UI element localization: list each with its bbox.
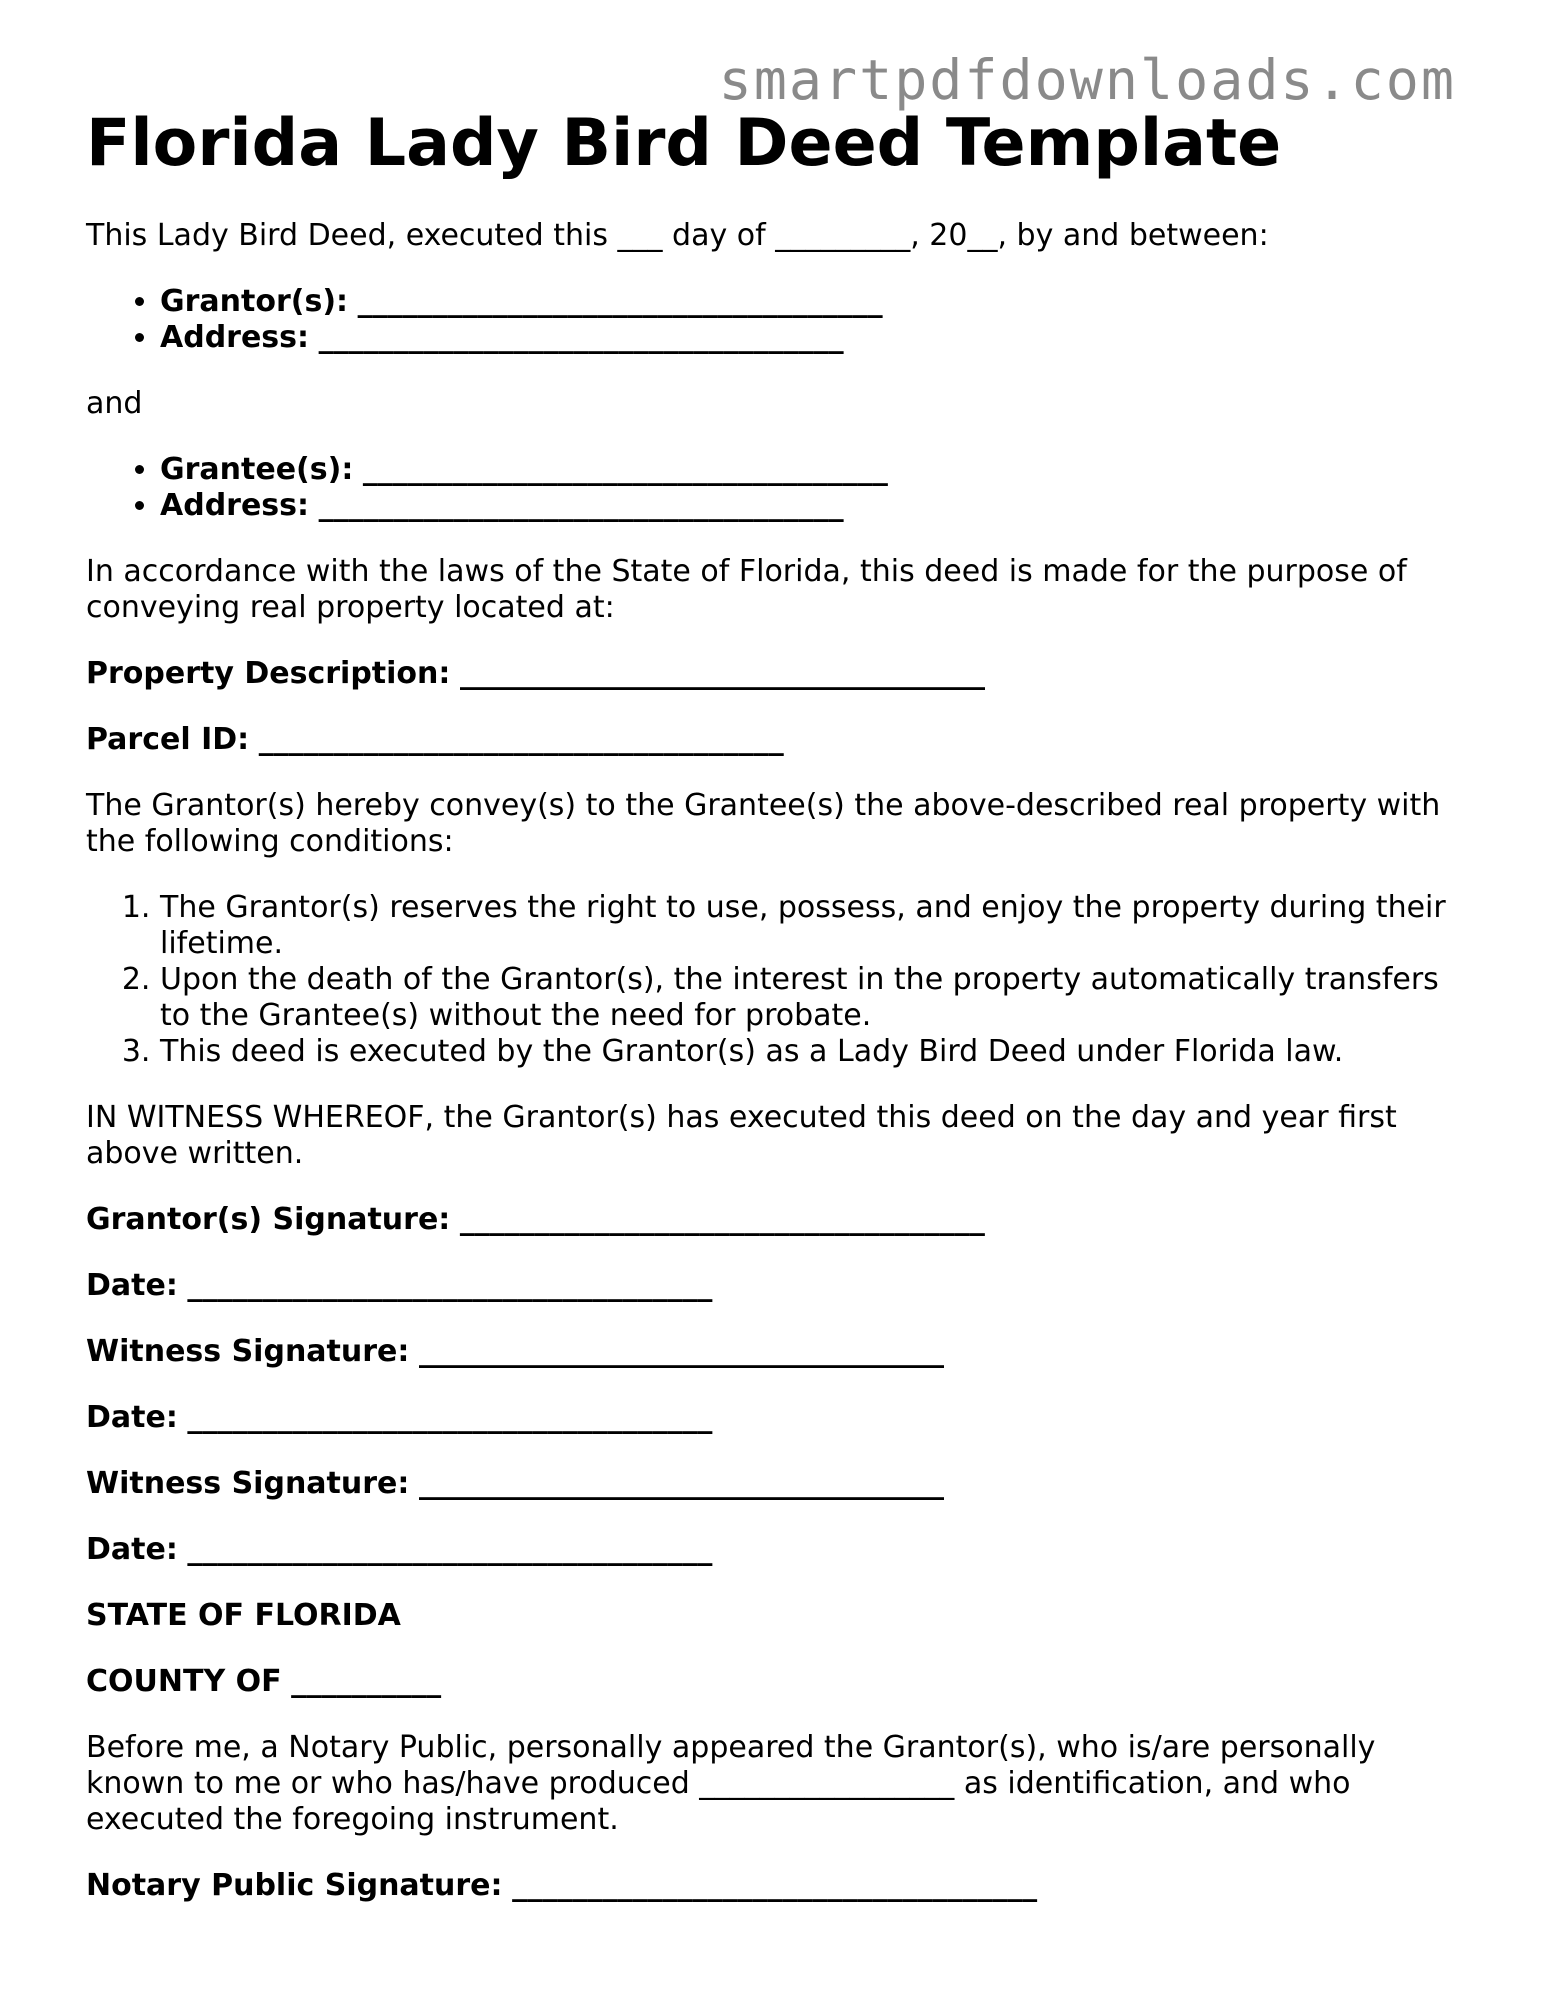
- condition-item: 3. This deed is executed by the Grantor(s) as a Lady Bird Deed under Florida law.: [160, 1034, 1466, 1070]
- conveyance-paragraph: The Grantor(s) hereby convey(s) to the Grantee(s) the above-described real property with the following conditions:: [86, 788, 1441, 859]
- grantor-address-blank: ___________________________________: [318, 320, 844, 355]
- date-line-2: [86, 1400, 1466, 1436]
- county-blank: __________: [291, 1664, 442, 1699]
- property-description-label: Property Description:: [86, 656, 451, 691]
- property-description-line: [86, 656, 1466, 692]
- grantor-name-item: [160, 284, 1466, 320]
- state-heading: STATE OF FLORIDA: [86, 1598, 401, 1633]
- notary-paragraph: Before me, a Notary Public, personally appeared the Grantor(s), who is/are personally known to me or who has/have produced _________________ as identification, and who executed the foregoing instrument.: [86, 1730, 1376, 1837]
- date-label-2: Date:: [86, 1400, 178, 1435]
- witness-signature-line-2: [86, 1466, 1466, 1502]
- date-label-3: Date:: [86, 1532, 178, 1567]
- grantee-name-blank: ___________________________________: [362, 452, 888, 487]
- grantor-name-label: Grantor(s):: [160, 284, 349, 319]
- purpose-paragraph: In accordance with the laws of the State of Florida, this deed is made for the purpose of conveying real property located at:: [86, 554, 1407, 625]
- date-blank-1: ___________________________________: [187, 1268, 713, 1303]
- witness-signature-blank-1: ___________________________________: [418, 1334, 944, 1369]
- witness-signature-label-2: Witness Signature:: [86, 1466, 410, 1501]
- notary-signature-blank: ___________________________________: [512, 1868, 1038, 1903]
- grantor-address-item: [160, 320, 1466, 356]
- grantee-list: [86, 452, 1466, 524]
- intro-paragraph: This Lady Bird Deed, executed this ___ day of _________, 20__, by and between:: [86, 218, 1269, 253]
- grantor-signature-line: [86, 1202, 1466, 1238]
- watermark: smartpdfdownloads.com: [718, 48, 1456, 112]
- date-label-1: Date:: [86, 1268, 178, 1303]
- county-line: [86, 1664, 1466, 1700]
- grantor-signature-label: Grantor(s) Signature:: [86, 1202, 451, 1237]
- witness-signature-label-1: Witness Signature:: [86, 1334, 410, 1369]
- notary-signature-label: Notary Public Signature:: [86, 1868, 503, 1903]
- parcel-id-line: [86, 722, 1466, 758]
- grantor-list: [86, 284, 1466, 356]
- witness-signature-blank-2: ___________________________________: [418, 1466, 944, 1501]
- parcel-id-blank: ___________________________________: [258, 722, 784, 757]
- grantor-address-label: Address:: [160, 320, 310, 355]
- notary-signature-line: [86, 1868, 1466, 1904]
- witness-clause: IN WITNESS WHEREOF, the Grantor(s) has executed this deed on the day and year first above written.: [86, 1100, 1397, 1171]
- grantor-name-blank: ___________________________________: [357, 284, 883, 319]
- condition-item: 2. Upon the death of the Grantor(s), the interest in the property automatically transfers to the Grantee(s) without the need for probate.: [160, 962, 1466, 1034]
- county-label: COUNTY OF: [86, 1664, 282, 1699]
- document-title: Florida Lady Bird Deed Template: [86, 106, 1282, 181]
- grantee-address-label: Address:: [160, 488, 310, 523]
- grantee-address-blank: ___________________________________: [318, 488, 844, 523]
- parcel-id-label: Parcel ID:: [86, 722, 250, 757]
- conditions-list: [86, 890, 1466, 1070]
- grantee-name-item: [160, 452, 1466, 488]
- condition-item: 1. The Grantor(s) reserves the right to use, possess, and enjoy the property during their lifetime.: [160, 890, 1466, 962]
- date-line-3: [86, 1532, 1466, 1568]
- date-blank-2: ___________________________________: [187, 1400, 713, 1435]
- document-body: [86, 218, 1466, 1934]
- date-blank-3: ___________________________________: [187, 1532, 713, 1567]
- grantee-address-item: [160, 488, 1466, 524]
- date-line-1: [86, 1268, 1466, 1304]
- witness-signature-line-1: [86, 1334, 1466, 1370]
- grantor-signature-blank: ___________________________________: [459, 1202, 985, 1237]
- and-text: and: [86, 386, 143, 421]
- property-description-blank: ___________________________________: [459, 656, 985, 691]
- grantee-name-label: Grantee(s):: [160, 452, 354, 487]
